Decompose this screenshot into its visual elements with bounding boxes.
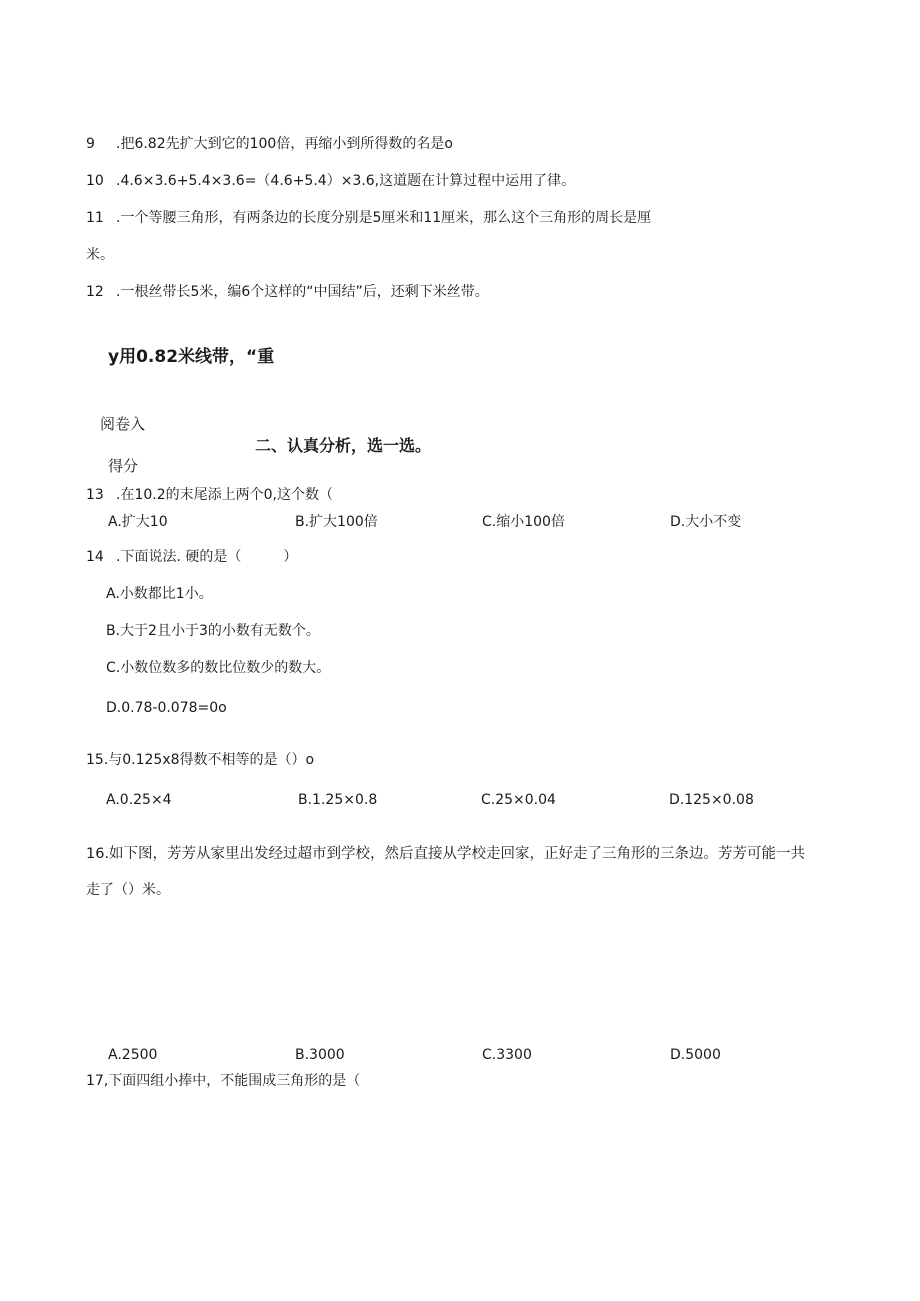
score-box-reviewer: 阅卷入: [100, 415, 146, 433]
question-number: 11: [86, 210, 104, 226]
question-text: .一根丝带长5米，编6个这样的“中国结”后，还剩下米丝带。: [116, 284, 489, 300]
question-11-continuation: 米。: [86, 247, 114, 263]
question-12: [86, 282, 489, 302]
question-10: [86, 171, 575, 191]
question-16: 16.如下图，芳芳从家里出发经过超市到学校，然后直接从学校走回家，正好走了三角形的三条边。芳芳可能一共: [86, 846, 806, 862]
question-number: 9: [86, 136, 95, 152]
option-a: A.小数都比1小。: [106, 586, 213, 602]
question-number: 12: [86, 284, 104, 300]
option-c: C.3300: [482, 1047, 532, 1063]
question-number: 14: [86, 549, 104, 565]
question-text: .4.6×3.6+5.4×3.6=（4.6+5.4）×3.6,这道题在计算过程中运用了律。: [116, 173, 576, 189]
option-a: A.2500: [108, 1047, 158, 1063]
option-b: B.大于2且小于3的小数有无数个。: [106, 623, 320, 639]
question-9: [86, 134, 453, 154]
text-fragment: y用0.82米线带，“重: [108, 347, 275, 367]
question-text: .把6.82先扩大到它的100倍，再缩小到所得数的名是o: [116, 136, 453, 152]
question-text: .在10.2的末尾添上两个0,这个数（: [116, 487, 333, 503]
question-text: .下面说法. 硬的是（ ）: [116, 549, 298, 565]
option-a: A.0.25×4: [106, 792, 172, 808]
question-11: [86, 208, 651, 228]
question-text: .一个等腰三角形，有两条边的长度分别是5厘米和11厘米，那么这个三角形的周长是厘: [116, 210, 652, 226]
question-16-continuation: 走了（）米。: [86, 882, 170, 898]
option-c: C.缩小100倍: [482, 514, 565, 530]
question-number: 10: [86, 173, 104, 189]
option-a: A.扩大10: [108, 514, 168, 530]
question-14: [86, 547, 297, 567]
option-b: B.3000: [295, 1047, 345, 1063]
option-c: C.25×0.04: [481, 792, 556, 808]
option-b: B.扩大100倍: [295, 514, 378, 530]
section-2-title: 二、认真分析，选一选。: [255, 436, 432, 455]
question-number: 13: [86, 487, 104, 503]
option-c: C.小数位数多的数比位数少的数大。: [106, 660, 331, 676]
question-17: 17,下面四组小捧中，不能围成三角形的是（: [86, 1073, 361, 1089]
option-d: D.125×0.08: [669, 792, 754, 808]
option-b: B.1.25×0.8: [298, 792, 378, 808]
option-d: D.大小不变: [670, 514, 742, 530]
score-box-score: 得分: [108, 457, 139, 475]
question-15: 15.与0.125x8得数不相等的是（）o: [86, 752, 315, 768]
option-d: D.0.78-0.078=0o: [106, 700, 227, 716]
question-13: [86, 485, 333, 505]
option-d: D.5000: [670, 1047, 721, 1063]
